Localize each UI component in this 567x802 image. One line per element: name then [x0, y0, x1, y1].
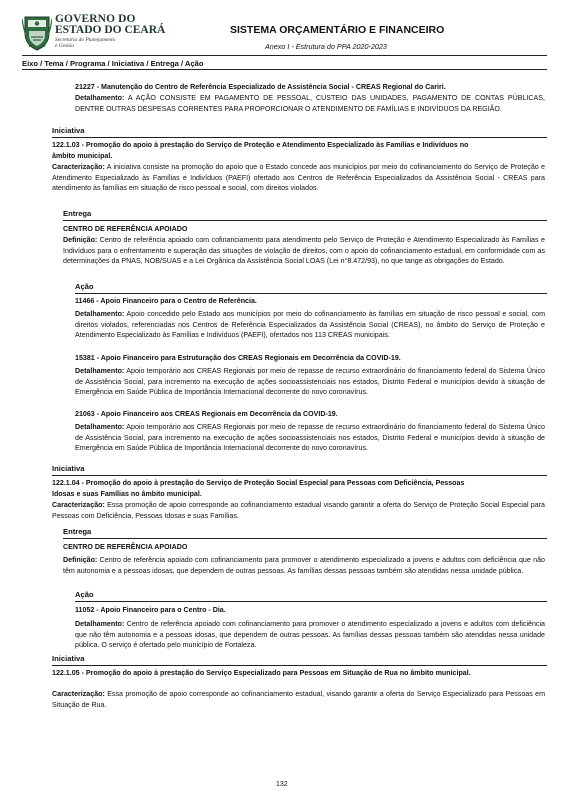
section-divider: [75, 293, 547, 294]
section-divider: [63, 220, 547, 221]
system-subtitle: Anexo I - Estrutura do PPA 2020-2023: [265, 42, 387, 51]
breadcrumb: Eixo / Tema / Programa / Iniciativa / Entrega / Ação: [22, 59, 204, 68]
action-detail-11052: [75, 619, 545, 651]
state-coat-of-arms-icon: [22, 13, 52, 51]
section-heading-entrega: Entrega: [63, 527, 92, 536]
iniciativa-caracterizacao: [52, 162, 545, 194]
caracterizacao-label: Caracterização:: [52, 163, 105, 171]
header-divider: [22, 55, 547, 56]
section-heading-iniciativa: Iniciativa: [52, 464, 85, 473]
action-title-15381: 15381 - Apoio Financeiro para Estruturação dos CREAS Regionais em Decorrência da COVID-19.: [75, 354, 401, 362]
caracterizacao-label: Caracterização:: [52, 501, 105, 509]
section-heading-iniciativa: Iniciativa: [52, 126, 85, 135]
detail-text: Apoio concedido pelo Estado aos municípios por meio do cofinanciamento às famílias em situação de risco pessoal e social, com direitos violados, referenciadas nos Centros de Referência Especializados da Assistência Social (CREAS), no âmbito do Serviço de Proteção e Atendimento Especializado às Famílias e Indivíduos (PAEFI), ofertados nos 113 CREAS municipais.: [75, 310, 545, 340]
logo-subtitle: [55, 37, 115, 49]
entrega-definicao: [63, 555, 545, 576]
section-divider: [63, 538, 547, 539]
action-title-21227: 21227 - Manutenção do Centro de Referência Especializado de Assistência Social - CREAS Regional do Cariri.: [75, 83, 446, 91]
section-divider: [52, 475, 547, 476]
action-detail-15381: [75, 366, 545, 398]
section-divider: [52, 665, 547, 666]
entrega-name: CENTRO DE REFERÊNCIA APOIADO: [63, 543, 188, 551]
iniciativa-caracterizacao: [52, 500, 545, 521]
section-heading-iniciativa: Iniciativa: [52, 654, 85, 663]
definicao-text: Centro de referência apoiado com cofinanciamento para promover o atendimento especializado a jovens e adultos com deficiência que não têm autonomia e a pessoas idosas, que dependem de outras pessoas. As famílias dessas pessoas também são atendidas nessa unidade pública.: [63, 556, 545, 575]
logo-subtitle-1: Secretaria do Planejamento: [55, 37, 116, 43]
breadcrumb-divider: [22, 69, 547, 70]
caracterizacao-text: A iniciativa consiste na promoção do apoio que o Estado concede aos municípios por meio do cofinanciamento do Serviço de Proteção e Atendimento Especializado às Famílias e Indivíduos (PAEFI) ofertado aos Centros de Referência Especializados da Assistência Social - CREAS para atendimento às famílias em situação de risco pessoal e social, com direitos violados.: [52, 163, 545, 193]
detail-text: Apoio temporário aos CREAS Regionais por meio de repasse de recurso extraordinário do financiamento federal do Sistema Único de Assistência Social, para incremento na execução de ações socioassistenciais nos estados, Distrito Federal e municípios devido à situação de Emergência em Saúde Pública de Importância Internacional decorrente do novo coronavírus.: [75, 367, 545, 397]
definicao-label: Definição:: [63, 556, 98, 564]
definicao-label: Definição:: [63, 236, 98, 244]
detail-label: Detalhamento:: [75, 367, 125, 375]
logo: [22, 13, 172, 53]
detail-label: Detalhamento:: [75, 423, 125, 431]
iniciativa-title-122-1-03: 122.1.03 - Promoção do apoio à prestação do Serviço de Proteção e Atendimento Especializado às Famílias e Indivíduos no âmbito municipal.: [52, 141, 469, 160]
iniciativa-title-122-1-05: 122.1.05 - Promoção do apoio à prestação do Serviço Especializado para Pessoas em Situação de Rua no âmbito municipal.: [52, 669, 471, 677]
logo-subtitle-2: e Gestão: [55, 43, 75, 49]
action-title-21063: 21063 - Apoio Financeiro aos CREAS Regionais em Decorrência da COVID-19.: [75, 410, 338, 418]
iniciativa-title-122-1-04: 122.1.04 - Promoção do apoio à prestação do Serviço de Proteção Social Especial para Pessoas com Deficiência, Pessoas Idosas e suas Famílias no âmbito municipal.: [52, 479, 465, 498]
logo-line-1: GOVERNO DO: [55, 13, 136, 25]
caracterizacao-text: Essa promoção de apoio corresponde ao cofinanciamento estadual visando garantir a oferta do Serviço de Proteção Social Especial para Pessoas com Deficiência, Pessoas Idosas e suas Famílias.: [52, 501, 545, 520]
iniciativa-caracterizacao: [52, 689, 545, 710]
detail-label: Detalhamento:: [75, 94, 125, 102]
definicao-text: Centro de referência apoiado com cofinanciamento para atendimento pelo Serviço de Proteção e Atendimento Especializado às Famílias e Indivíduos para o enfrentamento e superação das situações de violação de direitos, com o apoio do cofinanciamento estadual, em conformidade com as determinações da PNAS, NOB/SUAS e a Lei Orgânica da Assistência Social LOAS (Lei n°8.472/93), no que tange as obrigações do Estado.: [63, 236, 545, 266]
page-number: 132: [276, 781, 288, 788]
section-divider: [75, 601, 547, 602]
section-heading-entrega: Entrega: [63, 209, 92, 218]
detail-label: Detalhamento:: [75, 620, 125, 628]
action-detail-21063: [75, 422, 545, 454]
detail-text: A AÇÃO CONSISTE EM PAGAMENTO DE PESSOAL, CUSTEIO DAS UNIDADES, PAGAMENTO DE CONTAS PÚBLICAS, DENTRE OUTRAS DESPESAS CORRENTES PARA PROPORCIONAR O ATENDIMENTO DE FAMÍLIAS E INDIVÍDUOS DA REGIÃO.: [75, 94, 545, 113]
logo-line-2: ESTADO DO CEARÁ: [55, 24, 166, 36]
action-detail-21227: [75, 93, 545, 114]
action-title-11466: 11466 - Apoio Financeiro para o Centro de Referência.: [75, 297, 257, 305]
section-divider: [52, 137, 547, 138]
section-heading-acao: Ação: [75, 282, 94, 291]
detail-label: Detalhamento:: [75, 310, 125, 318]
detail-text: Apoio temporário aos CREAS Regionais por meio de repasse de recurso extraordinário do financiamento federal do Sistema Único de Assistência Social, para incremento na execução de ações socioassistenciais nos estados, Distrito Federal e municípios devido à situação de Emergência em Saúde Pública de Importância Internacional decorrente do novo coronavírus.: [75, 423, 545, 453]
action-title-11052: 11052 - Apoio Financeiro para o Centro - Dia.: [75, 606, 226, 614]
entrega-name: CENTRO DE REFERÊNCIA APOIADO: [63, 225, 188, 233]
action-detail-11466: [75, 309, 545, 341]
caracterizacao-label: Caracterização:: [52, 690, 105, 698]
detail-text: Centro de referência apoiado com cofinanciamento para promover o atendimento especializado a jovens e adultos com deficiência que não têm autonomia e a pessoas idosas, que dependem de outras pessoas. As famílias dessas pessoas também são atendidas nessa unidade pública. O serviço é ofertado pelo município de Fortaleza.: [75, 620, 545, 650]
entrega-definicao: [63, 235, 545, 267]
section-heading-acao: Ação: [75, 590, 94, 599]
system-title: SISTEMA ORÇAMENTÁRIO E FINANCEIRO: [230, 24, 445, 36]
caracterizacao-text: Essa promoção de apoio corresponde ao cofinanciamento estadual, visando garantir a oferta do Serviço Especializado para Pessoas em Situação de Rua.: [52, 690, 545, 709]
